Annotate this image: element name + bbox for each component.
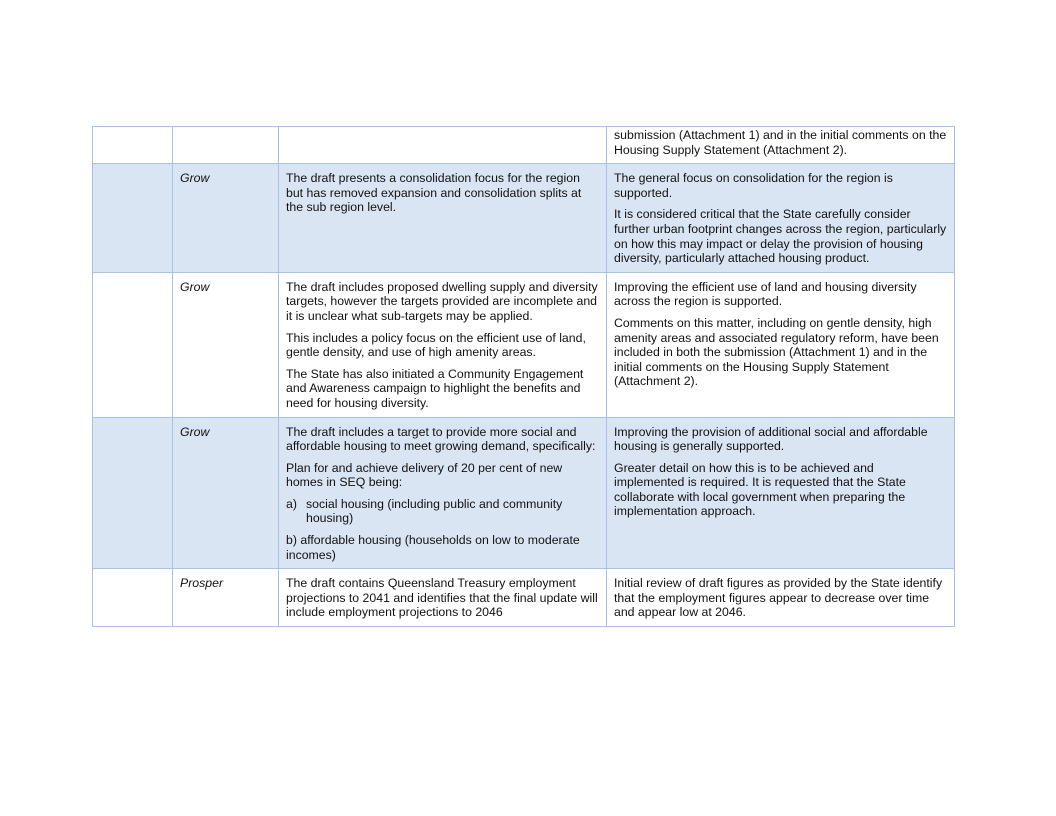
draft-paragraph: The draft includes a target to provide more social and affordable housing to meet growing demand, specifically: xyxy=(286,424,596,454)
response-paragraph: Improving the provision of additional social and affordable housing is generally supported. xyxy=(614,424,928,454)
response-paragraph: The general focus on consolidation for the region is supported. xyxy=(614,171,893,200)
response-paragraph: Initial review of draft figures as provided by the State identify that the employment figures appear to decrease over time and appear low at 2046. xyxy=(614,576,943,620)
blank-cell xyxy=(93,272,173,417)
draft-cell xyxy=(279,127,607,164)
draft-cell xyxy=(279,569,607,627)
draft-paragraph: The draft presents a consolidation focus for the region but has removed expansion and consolidation splits at the sub region level. xyxy=(286,171,582,215)
table-row xyxy=(93,272,955,417)
response-cell xyxy=(607,127,955,164)
response-cell xyxy=(607,417,955,569)
response-paragraph: submission (Attachment 1) and in the initial comments on the Housing Supply Statement (Attachment 2). xyxy=(614,128,947,157)
draft-paragraph: This includes a policy focus on the efficient use of land, gentle density, and use of high amenity areas. xyxy=(286,330,586,360)
response-cell xyxy=(607,569,955,627)
draft-paragraph: The draft includes proposed dwelling supply and diversity targets, however the targets provided are incomplete and it is unclear what sub-targets may be applied. xyxy=(286,279,598,323)
response-cell xyxy=(607,272,955,417)
draft-paragraph: The State has also initiated a Community Engagement and Awareness campaign to highlight the benefits and need for housing diversity. xyxy=(286,366,584,410)
draft-cell xyxy=(279,272,607,417)
theme-cell: Grow xyxy=(173,164,279,273)
response-paragraph: Greater detail on how this is to be achieved and implemented is required. It is requested that the State collaborate with local government when preparing the implementation approach. xyxy=(614,460,906,519)
draft-paragraph: Plan for and achieve delivery of 20 per cent of new homes in SEQ being: xyxy=(286,460,563,490)
blank-cell xyxy=(93,569,173,627)
table-row xyxy=(93,127,955,164)
response-paragraph: It is considered critical that the State carefully consider further urban footprint changes across the region, particularly on how this may impact or delay the provision of housing diversity, particularly attached housing product. xyxy=(614,207,947,266)
theme-cell: Prosper xyxy=(173,569,279,627)
list-marker: a) xyxy=(286,496,297,511)
draft-paragraph: b) affordable housing (households on low to moderate incomes) xyxy=(286,533,580,562)
response-paragraph: Comments on this matter, including on gentle density, high amenity areas and associated regulatory reform, have been included in both the submission (Attachment 1) and in the initial comments on the Housing Supply Statement (Attachment 2). xyxy=(614,315,939,389)
draft-cell xyxy=(279,417,607,569)
table-row xyxy=(93,417,955,569)
theme-cell xyxy=(173,127,279,164)
comments-table xyxy=(92,126,955,627)
blank-cell xyxy=(93,417,173,569)
theme-cell: Grow xyxy=(173,272,279,417)
blank-cell xyxy=(93,164,173,273)
draft-paragraph: The draft contains Queensland Treasury employment projections to 2041 and identifies that the final update will include employment projections to 2046 xyxy=(286,576,598,620)
blank-cell xyxy=(93,127,173,164)
theme-cell: Grow xyxy=(173,417,279,569)
table-row xyxy=(93,569,955,627)
table-row xyxy=(93,164,955,273)
draft-cell xyxy=(279,164,607,273)
list-item xyxy=(286,497,599,526)
response-paragraph: Improving the efficient use of land and housing diversity across the region is supported. xyxy=(614,279,917,309)
response-cell xyxy=(607,164,955,273)
list-item-text: social housing (including public and community housing) xyxy=(306,496,563,526)
